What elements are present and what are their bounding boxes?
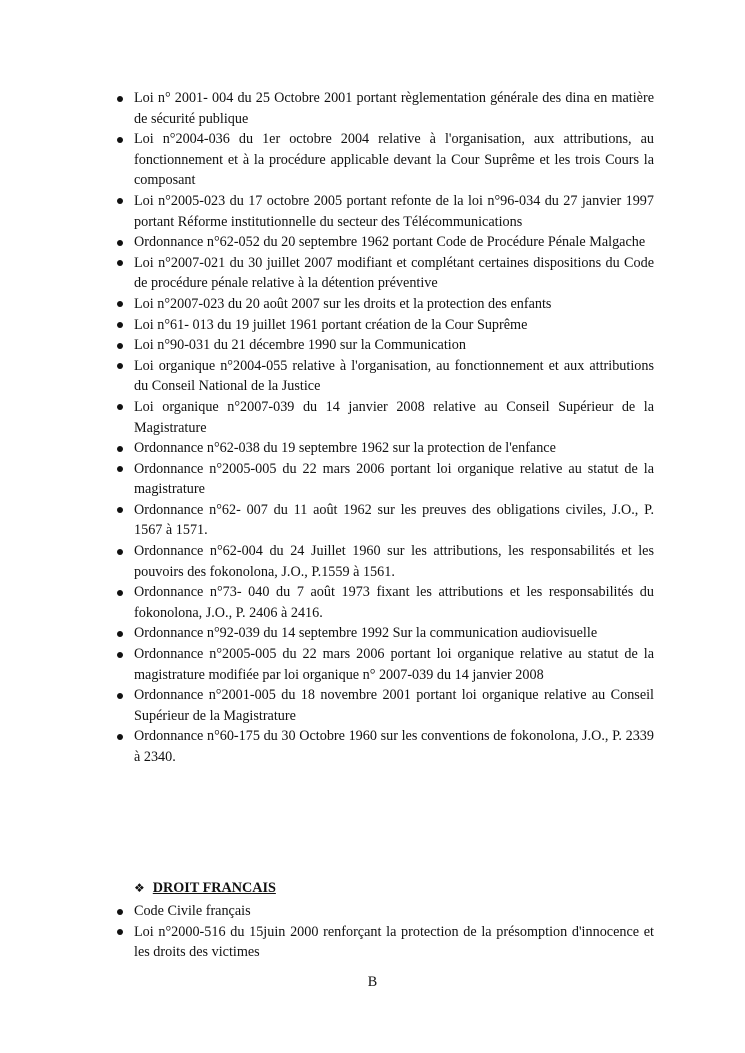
list-item: Loi n°2007-023 du 20 août 2007 sur les droits et la protection des enfants [112, 294, 654, 315]
list-item: Loi n°2004-036 du 1er octobre 2004 relative à l'organisation, aux attributions, au fonctionnement et à la procédure applicable devant la Cour Suprême et les trois Cours la composant [112, 129, 654, 191]
list-item: Ordonnance n°92-039 du 14 septembre 1992 Sur la communication audiovisuelle [112, 623, 654, 644]
list-item: Ordonnance n°62-004 du 24 Juillet 1960 sur les attributions, les responsabilités et les pouvoirs des fokonolona, J.O., P.1559 à 1561. [112, 541, 654, 582]
list-item: Loi n°2000-516 du 15juin 2000 renforçant la protection de la présomption d'innocence et les droits des victimes [112, 922, 654, 963]
section-heading-text: DROIT FRANCAIS [152, 880, 276, 896]
list-item: Loi n°2005-023 du 17 octobre 2005 portant refonte de la loi n°96-034 du 27 janvier 1997 portant Réforme institutionnelle du secteur des Télécommunications [112, 191, 654, 232]
list-item: Ordonnance n°2001-005 du 18 novembre 2001 portant loi organique relative au Conseil Supérieur de la Magistrature [112, 685, 654, 726]
malagasy-law-list [112, 88, 654, 768]
list-item: Ordonnance n°62-038 du 19 septembre 1962 sur la protection de l'enfance [112, 438, 654, 459]
list-item: Loi n°2007-021 du 30 juillet 2007 modifiant et complétant certaines dispositions du Code de procédure pénale relative à la détention préventive [112, 253, 654, 294]
list-item: Ordonnance n°62-052 du 20 septembre 1962 portant Code de Procédure Pénale Malgache [112, 232, 654, 253]
list-item: Loi organique n°2007-039 du 14 janvier 2008 relative au Conseil Supérieur de la Magistrature [112, 397, 654, 438]
list-item: Code Civile français [112, 901, 654, 922]
french-law-list [112, 901, 654, 963]
list-item: Ordonnance n°60-175 du 30 Octobre 1960 sur les conventions de fokonolona, J.O., P. 2339 à 2340. [112, 726, 654, 767]
list-item: Loi n°61- 013 du 19 juillet 1961 portant création de la Cour Suprême [112, 315, 654, 336]
list-item: Ordonnance n°2005-005 du 22 mars 2006 portant loi organique relative au statut de la magistrature [112, 459, 654, 500]
section-heading [134, 878, 654, 899]
list-item: Ordonnance n°62- 007 du 11 août 1962 sur les preuves des obligations civiles, J.O., P. 1567 à 1571. [112, 500, 654, 541]
list-item: Loi organique n°2004-055 relative à l'organisation, au fonctionnement et aux attributions du Conseil National de la Justice [112, 356, 654, 397]
page-number: B [367, 974, 378, 990]
list-item: Ordonnance n°73- 040 du 7 août 1973 fixant les attributions et les responsabilités du fokonolona, J.O., P. 2406 à 2416. [112, 582, 654, 623]
list-item: Ordonnance n°2005-005 du 22 mars 2006 portant loi organique relative au statut de la magistrature modifiée par loi organique n° 2007-039 du 14 janvier 2008 [112, 644, 654, 685]
list-item: Loi n°90-031 du 21 décembre 1990 sur la Communication [112, 335, 654, 356]
list-item: Loi n° 2001- 004 du 25 Octobre 2001 portant règlementation générale des dina en matière de sécurité publique [112, 88, 654, 129]
diamond-bullet-icon: ❖ [134, 881, 145, 895]
